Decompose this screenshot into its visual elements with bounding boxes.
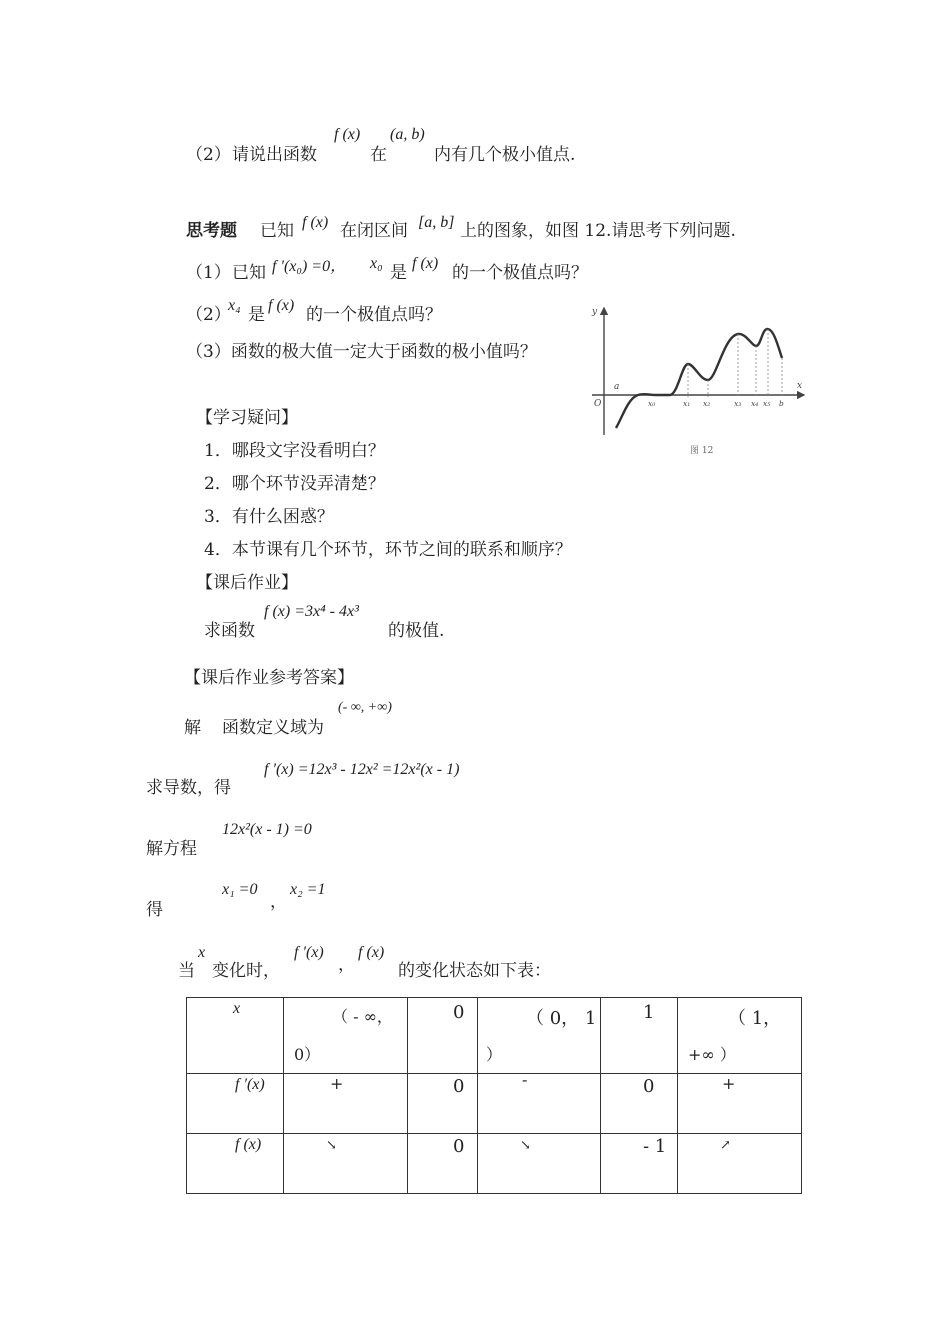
answer-line5-text-1: 当 [178, 961, 195, 981]
q2-fx: f (x) [334, 126, 361, 143]
homework-title: 【课后作业】 [196, 573, 298, 593]
tick-x4: x₄ [751, 399, 759, 408]
function-graph-figure [586, 300, 810, 460]
q2-interval: (a, b) [390, 126, 425, 143]
homework-text-2: 的极值. [388, 621, 445, 641]
answer-root-comma: ， [270, 892, 287, 912]
think-q2-text-1: 是 [248, 305, 265, 325]
variation-table [186, 997, 802, 1194]
table-cell: 0 [408, 1134, 478, 1194]
y-axis-label: y [592, 307, 598, 317]
table-cell: （ 0， 1 ） [478, 998, 601, 1074]
table-cell: + [678, 1074, 802, 1134]
tick-x0: x₀ [648, 399, 656, 408]
answer-domain: (- ∞, +∞) [338, 700, 392, 715]
table-cell: （ - ∞， 0） [284, 998, 408, 1074]
homework-text-1: 求函数 [204, 621, 255, 641]
answer-solution-label: 解 [184, 718, 201, 738]
think-q1-fx: f (x) [412, 255, 439, 272]
answer-root-x1: x₁ =0 [222, 881, 258, 898]
question-item-4: 4．本节课有几个环节，环节之间的联系和顺序？ [204, 540, 572, 560]
table-cell: 0 [408, 1074, 478, 1134]
think-q1-text-2: 是 [390, 263, 407, 283]
think-q3: （3）函数的极大值一定大于函数的极小值吗？ [186, 342, 537, 362]
think-text-2: 在闭区间 [340, 221, 408, 241]
table-cell: - [478, 1074, 601, 1134]
q2-text-3: 内有几个极小值点. [434, 145, 576, 165]
tick-x5: x₅ [763, 399, 771, 408]
think-fx: f (x) [302, 214, 329, 231]
table-head-x: x [187, 998, 284, 1074]
think-text-1: 已知 [260, 221, 294, 241]
think-q1-text-3: 的一个极值点吗？ [452, 263, 588, 283]
answer-derivative-formula: f ′(x) =12x³ - 12x² =12x²(x - 1) [264, 761, 460, 778]
table-cell: + [284, 1074, 408, 1134]
answer-line1-text: 函数定义域为 [222, 718, 324, 738]
question-item-1: 1．哪段文字没看明白？ [204, 441, 385, 461]
think-q1-number: （1） [186, 263, 231, 283]
function-curve [616, 329, 782, 428]
tick-x3: x₃ [734, 399, 742, 408]
answer-line5-text-3: 的变化状态如下表： [398, 961, 551, 981]
answer-equation: 12x²(x - 1) =0 [222, 821, 312, 838]
think-q2-x4: x₄ [228, 297, 241, 314]
table-cell: ↘ [284, 1134, 408, 1194]
answer-root-x2: x₂ =1 [290, 881, 326, 898]
figure-caption: 图 12 [690, 446, 714, 456]
question-item-2: 2．哪个环节没弄清楚？ [204, 474, 385, 494]
think-q1-x0: x₀ [370, 255, 383, 272]
table-head-function: f (x) [187, 1134, 284, 1194]
table-head-derivative: f ′(x) [187, 1074, 284, 1134]
think-q2-fx: f (x) [268, 297, 295, 314]
answer-line5-text-2: 变化时， [212, 961, 280, 981]
tick-guides [688, 329, 782, 397]
think-q1-derivative: f ′(x₀) =0， [272, 258, 347, 275]
table-cell: ↗ [678, 1134, 802, 1194]
answer-line4-text: 得 [146, 900, 163, 920]
table-row-derivative [187, 1074, 802, 1134]
answer-line5-fx: f (x) [358, 944, 385, 961]
think-q2-number: （2） [186, 305, 231, 325]
answer-line5-comma: ， [338, 955, 355, 975]
answer-title: 【课后作业参考答案】 [184, 668, 354, 688]
table-cell: ↘ [478, 1134, 601, 1194]
tick-x1: x₁ [683, 399, 691, 408]
answer-line5-x: x [198, 944, 206, 961]
think-text-3: 上的图象，如图 12.请思考下列问题. [460, 221, 736, 241]
table-row-x [187, 998, 802, 1074]
origin-label: O [594, 399, 602, 409]
answer-line2-text: 求导数，得 [146, 778, 231, 798]
q2-text-2: 在 [370, 145, 387, 165]
table-cell: （ 1， +∞ ） [678, 998, 802, 1074]
answer-line3-text: 解方程 [146, 839, 197, 859]
a-label: a [614, 382, 620, 392]
table-cell: - 1 [601, 1134, 678, 1194]
think-q1-text-1: 已知 [232, 263, 266, 283]
tick-x2: x₂ [703, 399, 711, 408]
think-title: 思考题 [186, 221, 237, 241]
think-interval: [a, b] [418, 214, 455, 231]
table-cell: 0 [601, 1074, 678, 1134]
table-cell: 0 [408, 998, 478, 1074]
x-axis-label: x [797, 381, 803, 391]
think-q2-text-2: 的一个极值点吗？ [306, 305, 442, 325]
table-row-function [187, 1134, 802, 1194]
tick-b: b [779, 399, 784, 408]
q2-text-1: 请说出函数 [232, 145, 317, 165]
table-cell: 1 [601, 998, 678, 1074]
homework-formula: f (x) =3x⁴ - 4x³ [264, 603, 359, 620]
question-item-3: 3．有什么困惑？ [204, 507, 334, 527]
questions-title: 【学习疑问】 [196, 408, 298, 428]
answer-line5-fprime: f ′(x) [294, 944, 324, 961]
q2-number: （2） [186, 145, 231, 165]
